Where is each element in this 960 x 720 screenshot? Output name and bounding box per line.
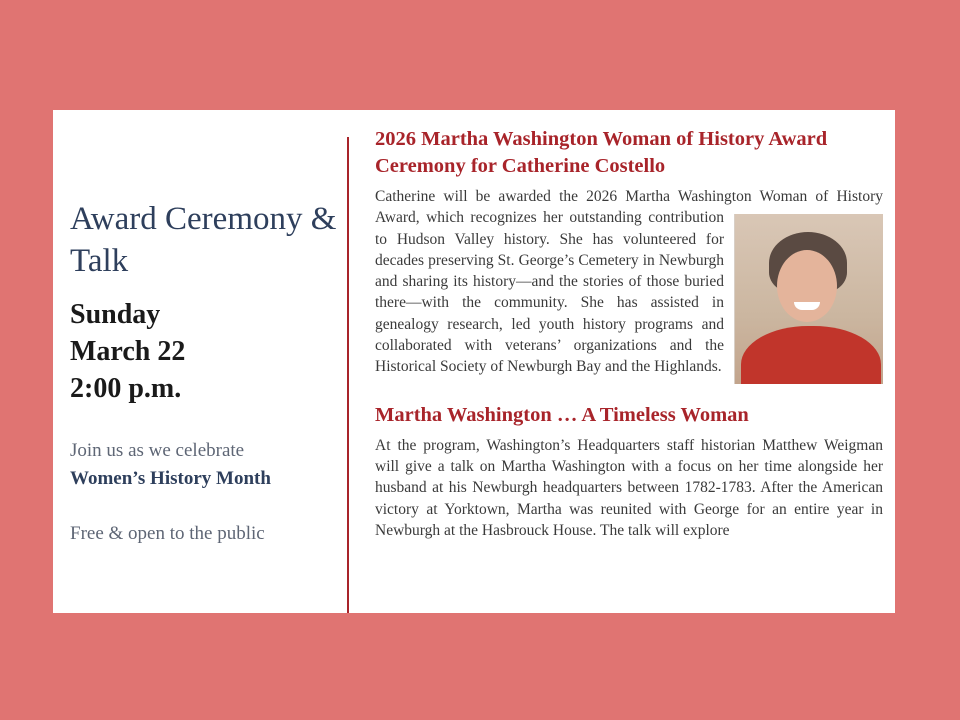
award-body: contribution to Hudson Valley history. She has volunteered for decades preserving St. George’s Cemetery in Newburgh and sharing its history—and the stories of those buried there—with the community. She has assisted in genealogy research, led youth history programs and collaborated with veterans’ organizations and the Historical Society of Newburgh Bay and the Highlands.: [375, 209, 725, 376]
event-time: 2:00 p.m.: [70, 373, 182, 404]
womens-history-month: Women’s History Month: [70, 468, 271, 489]
admission-note: Free & open to the public: [70, 523, 265, 544]
photo-sweater: [741, 326, 881, 384]
join-text: Join us as we celebrate: [70, 440, 245, 461]
talk-heading: Martha Washington … A Timeless Woman: [375, 403, 749, 426]
event-date: March 22: [70, 336, 186, 367]
event-flyer: [53, 110, 895, 613]
event-day: Sunday: [70, 299, 161, 330]
honoree-photo: [734, 214, 883, 384]
event-summary: [70, 198, 340, 548]
award-intro: Catherine will be awarded the 2026 Martha Washington Woman of History Award, which recognizes her outstanding: [375, 188, 883, 227]
talk-description: At the program, Washington’s Headquarters staff historian Matthew Weigman will give a talk on Martha Washington with a focus on her time alongside her husband at his Newburgh headquarters between 1782-1783. After the American victory at Yorktown, Martha was reunited with George for an entire year in Newburgh at the Hasbrouck House. The talk will explore: [375, 436, 883, 539]
vertical-divider: [347, 137, 349, 613]
award-heading: 2026 Martha Washington Woman of History Award Ceremony for Catherine Costello: [375, 128, 828, 177]
event-details: [375, 126, 883, 541]
event-title: Award Ceremony & Talk: [70, 201, 337, 279]
photo-face: [777, 250, 837, 322]
event-datetime: [70, 296, 340, 407]
award-description: [375, 186, 883, 378]
